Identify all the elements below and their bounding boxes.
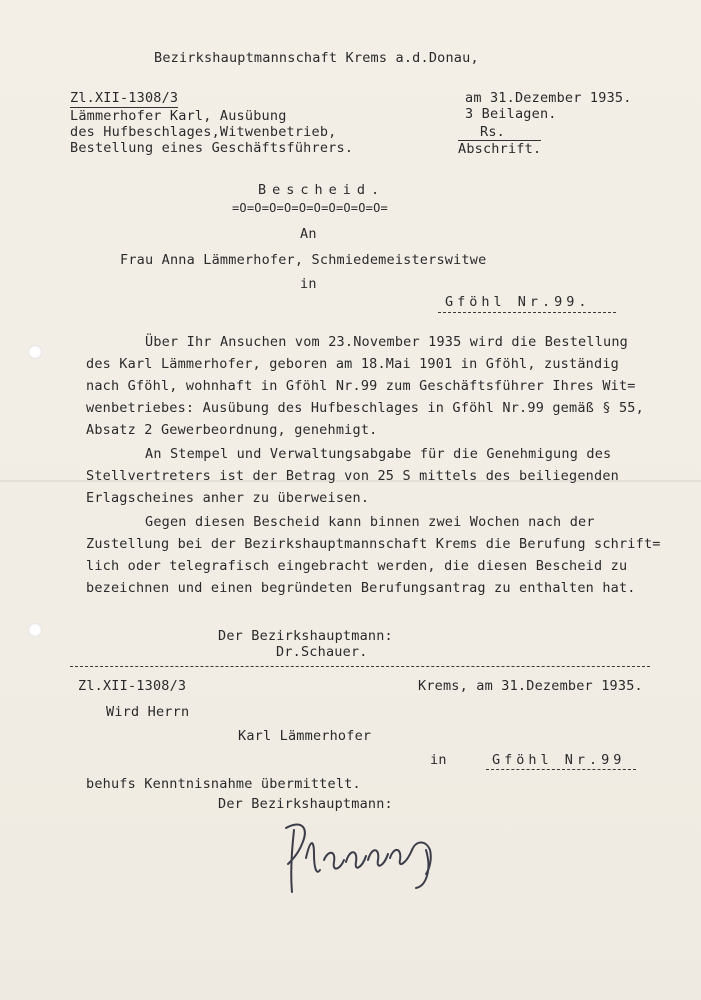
subject-line: Bestellung eines Geschäftsführers. bbox=[70, 140, 354, 156]
body-line: Über Ihr Ansuchen vom 23.November 1935 wird die Bestellung bbox=[145, 334, 629, 350]
document-title: Bescheid. bbox=[258, 182, 386, 198]
recipient-place: Gföhl Nr.99. bbox=[445, 294, 591, 310]
copy-label: Abschrift. bbox=[458, 141, 542, 157]
footer-place-date: Krems, am 31.Dezember 1935. bbox=[418, 678, 643, 694]
handwritten-signature bbox=[280, 810, 450, 900]
signer-name: Dr.Schauer. bbox=[276, 644, 368, 660]
body-line: Gegen diesen Bescheid kann binnen zwei Wochen nach der bbox=[145, 514, 595, 530]
attachments-count: 3 Beilagen. bbox=[465, 106, 557, 122]
body-line: bezeichnen und einen begründeten Berufungsantrag zu enthalten hat. bbox=[86, 580, 636, 596]
recipient-name: Frau Anna Lämmerhofer, Schmiedemeisterswitwe bbox=[120, 252, 487, 268]
punch-hole bbox=[28, 345, 42, 359]
addressed-to: An bbox=[300, 226, 317, 242]
body-line: lich oder telegrafisch eingebracht werden, die diesen Bescheid zu bbox=[86, 558, 628, 574]
forward-name: Karl Lämmerhofer bbox=[238, 728, 372, 744]
reference-number: Zl.XII-1308/3 bbox=[70, 90, 179, 106]
body-line: wenbetriebes: Ausübung des Hufbeschlages in Gföhl Nr.99 gemäß § 55, bbox=[86, 400, 644, 416]
forward-in: in bbox=[430, 752, 447, 768]
rs-mark: Rs. bbox=[480, 124, 505, 140]
title-ornament: =O=O=O=O=O=O=O=O=O=O= bbox=[232, 201, 388, 215]
authority-name: Bezirkshauptmannschaft Krems a.d.Donau, bbox=[154, 50, 479, 66]
separator-line bbox=[70, 666, 650, 667]
recipient-in: in bbox=[300, 276, 317, 292]
subject-line: des Hufbeschlages,Witwenbetrieb, bbox=[70, 124, 337, 140]
forward-place: Gföhl Nr.99 bbox=[492, 752, 626, 768]
forward-intro: Wird Herrn bbox=[106, 704, 190, 720]
body-line: Stellvertreters ist der Betrag von 25 S mittels des beiliegenden bbox=[86, 468, 619, 484]
footer-signer-title: Der Bezirkshauptmann: bbox=[218, 796, 393, 812]
issue-date: am 31.Dezember 1935. bbox=[465, 90, 632, 106]
punch-hole bbox=[28, 623, 42, 637]
body-line: An Stempel und Verwaltungsabgabe für die Genehmigung des bbox=[145, 446, 612, 462]
body-line: Erlagscheines anher zu überweisen. bbox=[86, 490, 370, 506]
signer-title: Der Bezirkshauptmann: bbox=[218, 628, 393, 644]
footer-reference: Zl.XII-1308/3 bbox=[78, 678, 187, 694]
subject-line: Lämmerhofer Karl, Ausübung bbox=[70, 108, 287, 124]
body-line: des Karl Lämmerhofer, geboren am 18.Mai 1901 in Gföhl, zuständig bbox=[86, 356, 619, 372]
place-underline bbox=[438, 312, 616, 313]
forward-place-underline bbox=[486, 769, 636, 770]
body-line: Absatz 2 Gewerbeordnung, genehmigt. bbox=[86, 422, 378, 438]
body-line: nach Gföhl, wohnhaft in Gföhl Nr.99 zum Geschäftsführer Ihres Wit= bbox=[86, 378, 636, 394]
body-line: Zustellung bei der Bezirkshauptmannschaft Krems die Berufung schrift= bbox=[86, 536, 661, 552]
forward-purpose: behufs Kenntnisnahme übermittelt. bbox=[86, 776, 361, 792]
